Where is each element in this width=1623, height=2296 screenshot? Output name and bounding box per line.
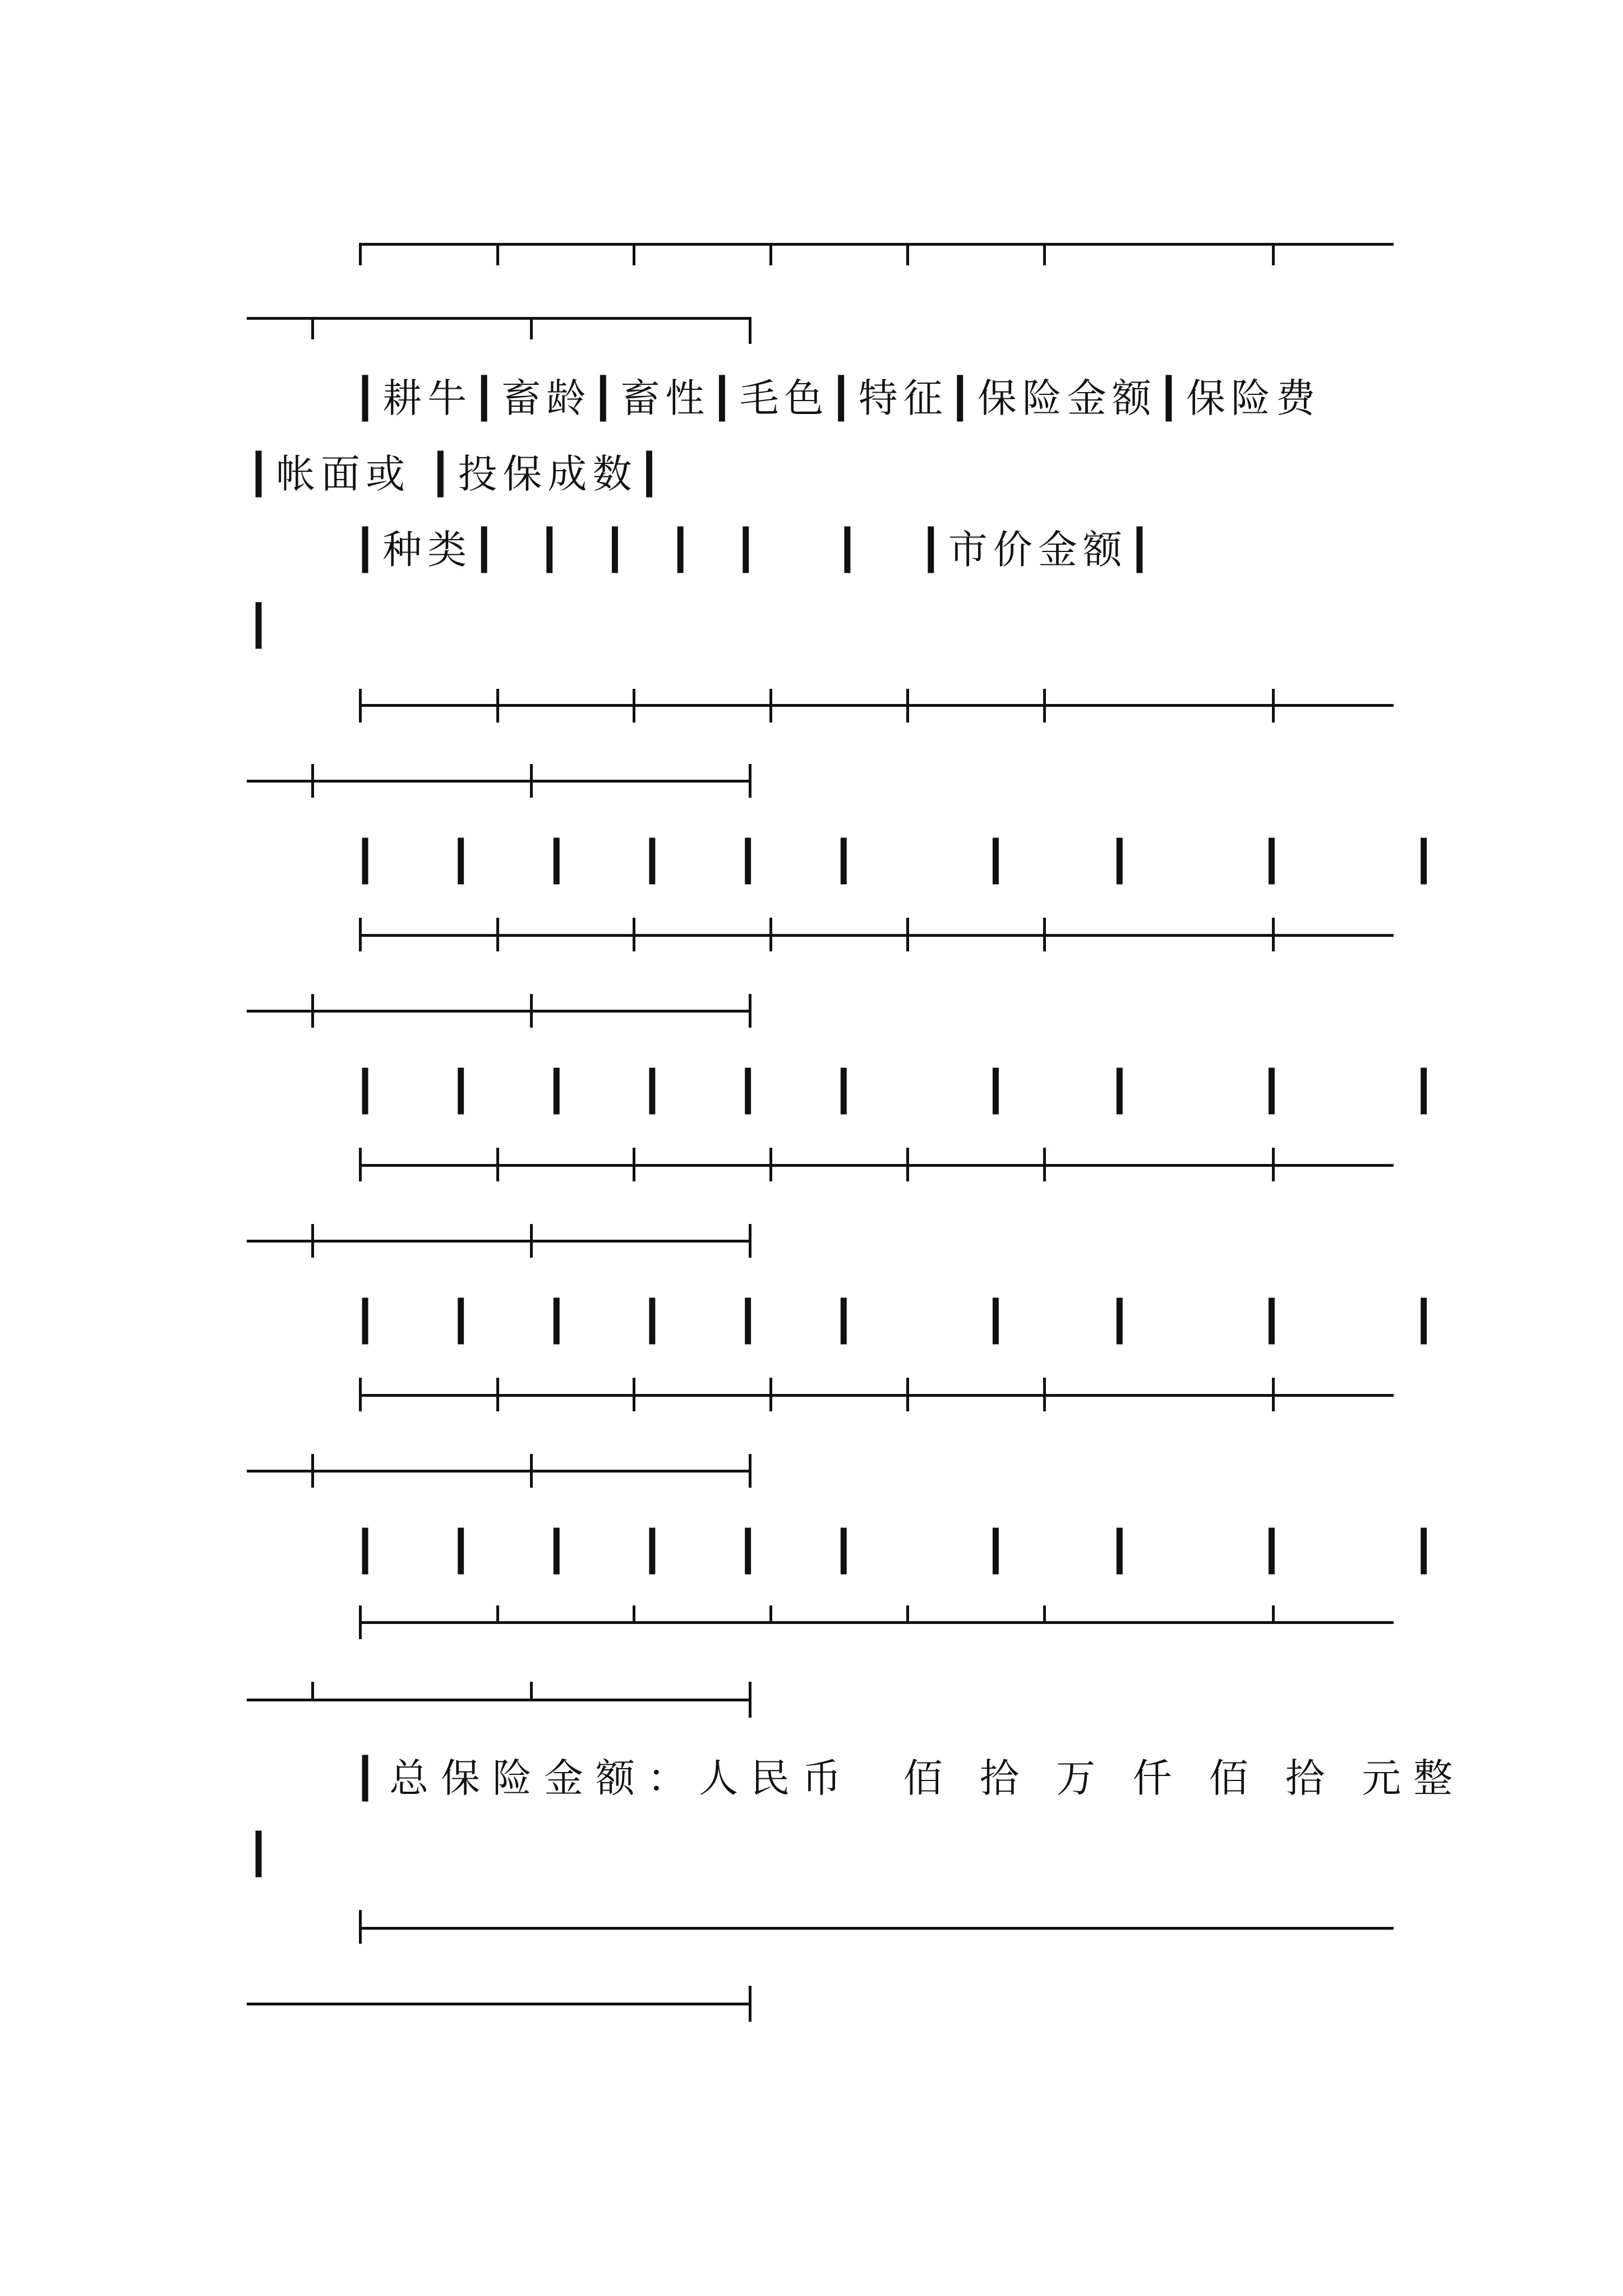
tick [496,689,499,723]
header-row-2-cont [247,600,359,651]
tick [633,918,635,951]
tick [530,1682,533,1700]
tick [749,1986,751,2022]
tick [633,1148,635,1181]
tick [769,1605,772,1623]
tick [530,994,533,1028]
tick [1043,1605,1046,1623]
tick [311,994,314,1028]
tick [749,317,751,344]
tick [906,1378,909,1411]
tick [1272,243,1275,265]
table-separator-3 [359,1164,1394,1167]
table-separator-3-cont [247,1240,751,1243]
tick [906,243,909,265]
table-separator-1-cont [247,780,751,783]
row-cells: ┃ ┃ ┃ ┃ ┃ ┃ ┃ ┃ ┃ ┃ [353,1298,1451,1344]
header-cell-text: ┃ [247,602,271,648]
tick [769,918,772,951]
tick [311,1454,314,1488]
header-row-1-cont [247,449,751,499]
row-cells: ┃ ┃ ┃ ┃ ┃ ┃ ┃ ┃ ┃ ┃ [353,838,1451,884]
header-row-2 [353,524,1396,575]
table-row [353,1296,1451,1346]
tick [496,1378,499,1411]
tick [359,1148,362,1181]
header-cell-text: ┃耕牛┃畜龄┃畜性┃毛色┃特征┃保险金额┃保险费 [353,375,1321,421]
tick [530,317,533,339]
row-cells: ┃ ┃ ┃ ┃ ┃ ┃ ┃ ┃ ┃ ┃ [353,1068,1451,1114]
tick [530,1224,533,1258]
table-row [353,1526,1451,1576]
tick [1043,689,1046,723]
tick [530,764,533,798]
tick [906,689,909,723]
tick [359,689,362,723]
table-separator-4-cont [247,1470,751,1473]
tick [1272,689,1275,723]
tick [496,918,499,951]
table-separator-5-cont [247,1699,751,1701]
table-separator-2-cont [247,1010,751,1013]
tick [769,243,772,265]
total-amount-text-cont: ┃ [247,1831,271,1877]
tick [749,1454,751,1488]
tick [749,1682,751,1718]
table-border-top [359,243,1394,246]
tick [496,1605,499,1623]
tick [359,1605,362,1639]
tick [749,994,751,1028]
tick [906,918,909,951]
tick [1043,918,1046,951]
table-border-bottom [359,1927,1394,1930]
tick [749,1224,751,1258]
tick [311,1224,314,1258]
table-border-top-ticks [359,243,362,265]
tick [633,1378,635,1411]
tick [769,1148,772,1181]
table-separator-5 [359,1621,1394,1624]
table-separator-2 [359,934,1394,937]
tick [1272,1605,1275,1623]
tick [769,689,772,723]
tick [1272,1378,1275,1411]
table-row [353,1066,1451,1116]
tick [1043,1148,1046,1181]
header-row-1 [353,373,1396,424]
tick [359,1378,362,1411]
tick [633,243,635,265]
tick [496,243,499,265]
table-border-top-cont [247,317,751,320]
tick [633,689,635,723]
tick [1272,918,1275,951]
tick [496,1148,499,1181]
table-border-bottom-cont [247,2003,751,2005]
tick [1272,1148,1275,1181]
tick [311,764,314,798]
tick [1043,1378,1046,1411]
tick [906,1148,909,1181]
tick [359,918,362,951]
tick [906,1605,909,1623]
total-amount-row-cont [247,1829,359,1879]
tick [749,764,751,798]
tick [633,1605,635,1623]
tick [769,1378,772,1411]
total-amount-row [353,1753,1465,1803]
tick [311,1682,314,1700]
table-row [353,836,1451,886]
tick [1043,243,1046,265]
table-separator-1 [359,704,1394,707]
total-amount-text: ┃总保险金额：人民币 佰 拾 万 仟 佰 拾 元整 [353,1755,1465,1801]
header-cell-text: ┃帐面或 ┃投保成数┃ [247,451,667,497]
table-separator-4 [359,1394,1394,1397]
tick [311,317,314,339]
header-cell-text: ┃种类┃ ┃ ┃ ┃ ┃ ┃ ┃市价金额┃ [353,527,1158,573]
tick [359,1910,362,1944]
tick [530,1454,533,1488]
row-cells: ┃ ┃ ┃ ┃ ┃ ┃ ┃ ┃ ┃ ┃ [353,1528,1451,1574]
